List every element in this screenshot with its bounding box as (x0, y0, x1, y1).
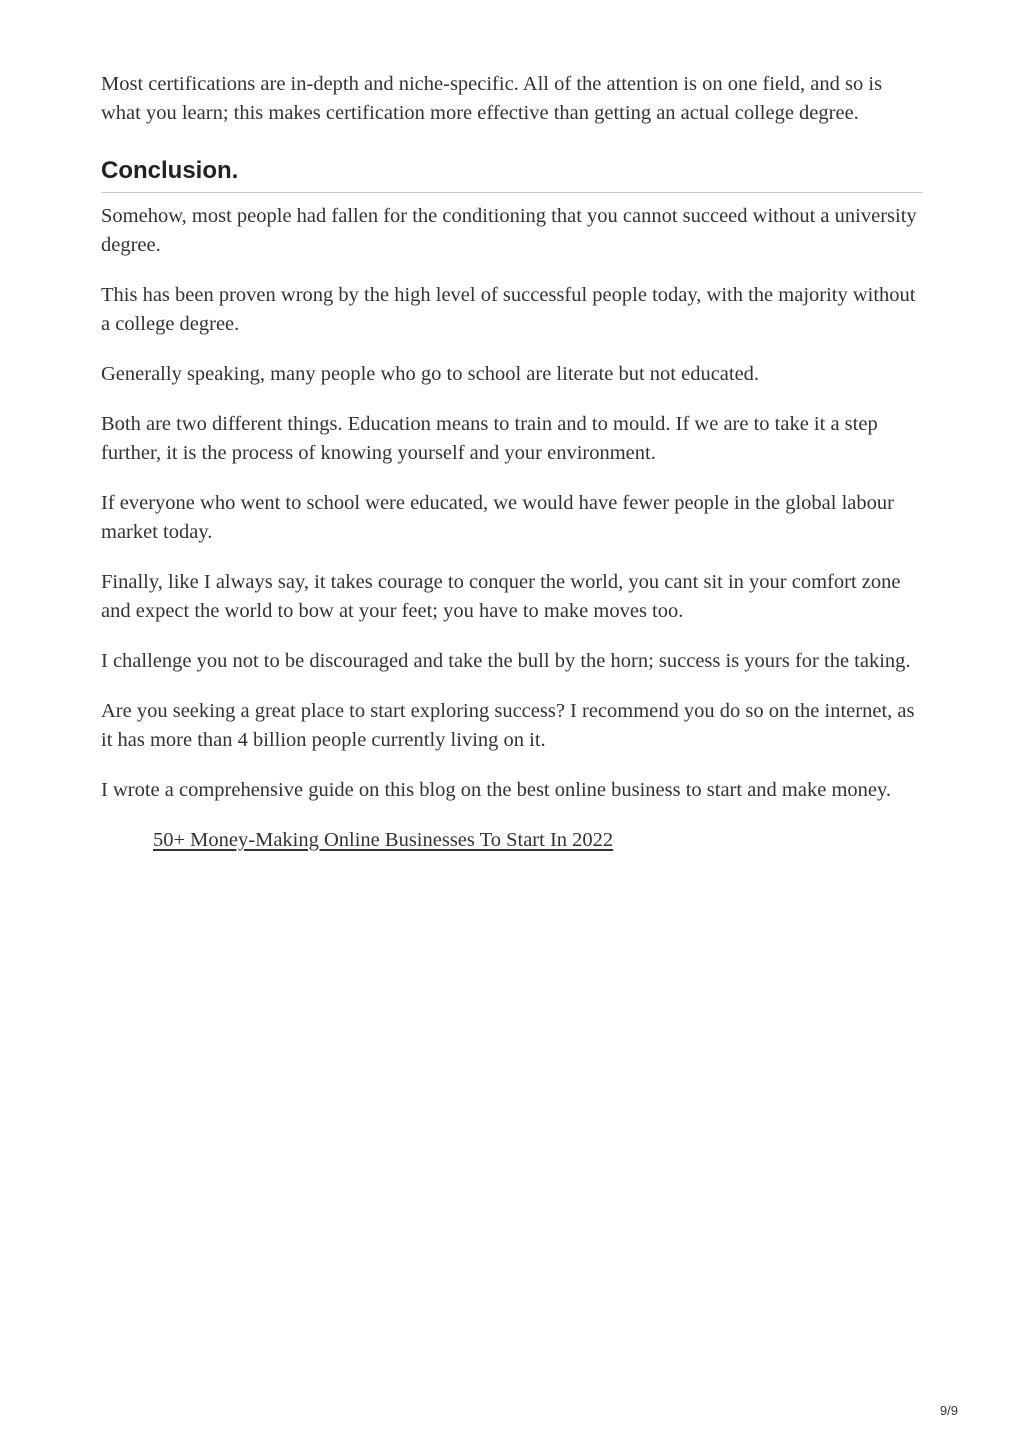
conclusion-paragraph-4: Both are two different things. Education means to train and to mould. If we are to take it a step further, it is the process of knowing yourself and your environment. (101, 413, 878, 464)
heading-spacer (101, 193, 923, 202)
conclusion-paragraph-6: Finally, like I always say, it takes courage to conquer the world, you cant sit in your comfort zone and expect the world to bow at your feet; you have to make moves too. (101, 571, 901, 622)
conclusion-paragraph-9: I wrote a comprehensive guide on this blog on the best online business to start and make money. (101, 779, 892, 801)
conclusion-paragraph-7: I challenge you not to be discouraged and take the bull by the horn; success is yours for the taking. (101, 650, 911, 672)
conclusion-paragraph-5: If everyone who went to school were educated, we would have fewer people in the global labour market today. (101, 492, 894, 543)
recommended-article (153, 826, 923, 855)
conclusion-paragraph-8: Are you seeking a great place to start exploring success? I recommend you do so on the internet, as it has more than 4 billion people currently living on it. (101, 700, 915, 751)
conclusion-paragraph-3: Generally speaking, many people who go to school are literate but not educated. (101, 363, 760, 385)
conclusion-paragraph-1: Somehow, most people had fallen for the conditioning that you cannot succeed without a university degree. (101, 205, 917, 256)
intro-paragraph: Most certifications are in-depth and niche-specific. All of the attention is on one field, and so is what you learn; this makes certification more effective than getting an actual college degree. (101, 73, 883, 124)
conclusion-paragraph-2: This has been proven wrong by the high level of successful people today, with the majority without a college degree. (101, 284, 916, 335)
conclusion-heading: Conclusion. (101, 156, 923, 193)
page-number: 9/9 (939, 1403, 958, 1418)
document-page (101, 70, 923, 855)
online-businesses-link[interactable]: 50+ Money-Making Online Businesses To Start In 2022 (153, 829, 614, 851)
